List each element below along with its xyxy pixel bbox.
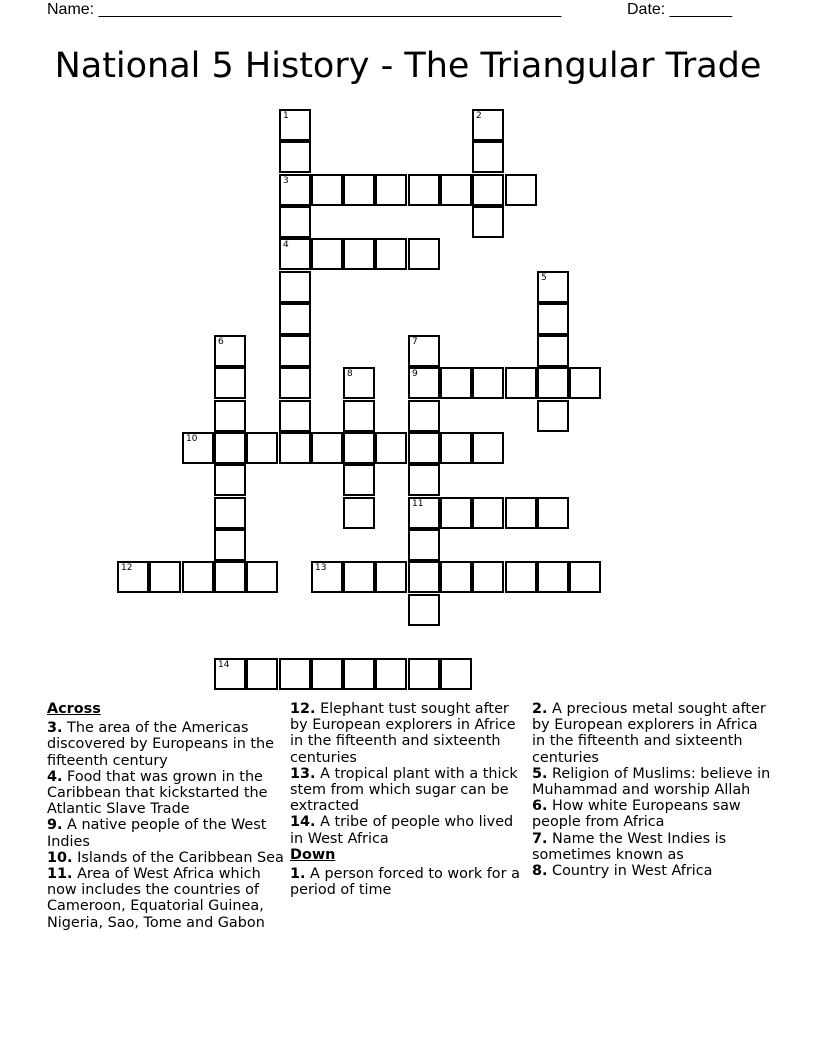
clue-item [290, 701, 528, 766]
grid-cell[interactable] [182, 432, 214, 464]
clue-text: A precious metal sought after by European explorers in Africa in the fifteenth and sixteenth centuries [532, 701, 766, 766]
clue-text: Religion of Muslims: believe in Muhammad and worship Allah [532, 765, 771, 799]
clue-text: Name the West Indies is sometimes known as [532, 830, 727, 863]
cell-number: 14 [218, 660, 230, 670]
across-heading: Across [47, 701, 101, 717]
grid-cell[interactable] [279, 658, 311, 690]
grid-cell[interactable] [214, 658, 246, 690]
grid-cell[interactable] [569, 367, 601, 399]
clue-number: 2. [532, 701, 548, 717]
clue-text: The area of the Americas discovered by Europeans in the fifteenth century [47, 720, 275, 769]
grid-cell[interactable] [343, 561, 375, 593]
grid-cell[interactable] [246, 432, 278, 464]
grid-cell[interactable] [440, 497, 472, 529]
grid-cell[interactable] [375, 238, 407, 270]
grid-cell[interactable] [214, 497, 246, 529]
cell-number: 9 [412, 369, 418, 379]
grid-cell[interactable] [408, 497, 440, 529]
clue-item [532, 766, 772, 798]
grid-cell[interactable] [214, 529, 246, 561]
grid-cell[interactable] [214, 335, 246, 367]
grid-cell[interactable] [214, 400, 246, 432]
down-clue-list [290, 866, 528, 898]
across-clue-list [47, 720, 287, 931]
clue-number: 12. [290, 701, 316, 717]
cell-number: 8 [347, 369, 353, 379]
clue-text: How white Europeans saw people from Africa [532, 798, 741, 831]
clue-text: A tropical plant with a thick stem from which sugar can be extracted [290, 765, 518, 815]
cell-number: 7 [412, 337, 418, 347]
clue-item [47, 720, 287, 769]
cell-number: 2 [476, 111, 482, 121]
date-field[interactable]: Date: _______ [627, 1, 732, 18]
clue-item [47, 769, 287, 818]
grid-cell[interactable] [279, 238, 311, 270]
clue-text: Islands of the Caribbean Sea [72, 849, 284, 866]
clue-number: 11. [47, 866, 73, 883]
clue-text: Country in West Africa [547, 863, 713, 880]
grid-cell[interactable] [440, 658, 472, 690]
grid-cell[interactable] [375, 561, 407, 593]
grid-cell[interactable] [214, 464, 246, 496]
cell-number: 1 [283, 111, 289, 121]
grid-cell[interactable] [279, 432, 311, 464]
grid-cell[interactable] [246, 561, 278, 593]
grid-cell[interactable] [537, 271, 569, 303]
clues-column-3 [532, 701, 772, 879]
down-heading: Down [290, 846, 336, 863]
grid-cell[interactable] [279, 174, 311, 206]
grid-cell[interactable] [279, 141, 311, 173]
down-clue-list-continued [532, 701, 772, 879]
clues-column-2 [290, 701, 528, 898]
grid-cell[interactable] [408, 174, 440, 206]
grid-cell[interactable] [408, 367, 440, 399]
clues-column-1 [47, 701, 287, 931]
clue-item [47, 817, 287, 849]
grid-cell[interactable] [537, 561, 569, 593]
grid-cell[interactable] [279, 335, 311, 367]
cell-number: 3 [283, 176, 289, 186]
grid-cell[interactable] [343, 497, 375, 529]
grid-cell[interactable] [279, 271, 311, 303]
clue-number: 8. [532, 863, 548, 880]
grid-cell[interactable] [343, 174, 375, 206]
grid-cell[interactable] [182, 561, 214, 593]
grid-cell[interactable] [440, 367, 472, 399]
grid-cell[interactable] [214, 561, 246, 593]
grid-cell[interactable] [311, 174, 343, 206]
page-title: National 5 History - The Triangular Trade [54, 46, 762, 86]
grid-cell[interactable] [537, 367, 569, 399]
grid-cell[interactable] [537, 400, 569, 432]
cell-number: 5 [541, 273, 547, 283]
grid-cell[interactable] [279, 400, 311, 432]
grid-cell[interactable] [537, 497, 569, 529]
grid-cell[interactable] [472, 109, 504, 141]
clue-text: Food that was grown in the Caribbean that kickstarted the Atlantic Slave Trade [47, 768, 268, 818]
cell-number: 4 [283, 240, 289, 250]
grid-cell[interactable] [311, 658, 343, 690]
grid-cell[interactable] [117, 561, 149, 593]
grid-cell[interactable] [214, 367, 246, 399]
clue-number: 14. [290, 814, 316, 831]
clue-text: A tribe of people who lived in West Africa [290, 814, 514, 847]
grid-cell[interactable] [569, 561, 601, 593]
grid-cell[interactable] [472, 206, 504, 238]
grid-cell[interactable] [472, 497, 504, 529]
clue-text: Elephant tust sought after by European explorers in Africe in the fifteenth and sixteenth centuries [290, 701, 516, 766]
grid-cell[interactable] [408, 432, 440, 464]
grid-cell[interactable] [408, 594, 440, 626]
grid-cell[interactable] [311, 561, 343, 593]
clue-item [290, 766, 528, 815]
grid-cell[interactable] [505, 561, 537, 593]
grid-cell[interactable] [472, 174, 504, 206]
clue-text: Area of West Africa which now includes the countries of Cameroon, Equatorial Guinea, Nigeria, Sao, Tome and Gabon [47, 866, 265, 931]
clue-number: 7. [532, 830, 548, 847]
grid-cell[interactable] [343, 238, 375, 270]
clue-text: A person forced to work for a period of time [290, 866, 520, 899]
grid-cell[interactable] [343, 464, 375, 496]
clue-item [47, 866, 287, 931]
grid-cell[interactable] [472, 432, 504, 464]
across-clue-list-continued [290, 701, 528, 847]
grid-cell[interactable] [343, 367, 375, 399]
clue-number: 4. [47, 768, 63, 785]
cell-number: 10 [186, 434, 198, 444]
grid-cell[interactable] [311, 238, 343, 270]
grid-cell[interactable] [408, 400, 440, 432]
clue-number: 9. [47, 817, 63, 834]
grid-cell[interactable] [246, 658, 278, 690]
cell-number: 13 [315, 563, 327, 573]
clue-number: 13. [290, 765, 316, 782]
grid-cell[interactable] [279, 303, 311, 335]
grid-cell[interactable] [537, 303, 569, 335]
cell-number: 12 [121, 563, 133, 573]
clue-item [532, 798, 772, 830]
clue-text: A native people of the West Indies [47, 817, 267, 850]
grid-cell[interactable] [408, 238, 440, 270]
clue-item [532, 701, 772, 766]
grid-cell[interactable] [279, 206, 311, 238]
grid-cell[interactable] [505, 497, 537, 529]
grid-cell[interactable] [343, 658, 375, 690]
grid-cell[interactable] [343, 400, 375, 432]
name-field[interactable]: Name: ____________________________________________________ [47, 1, 562, 18]
clue-number: 6. [532, 798, 548, 815]
clue-item [532, 831, 772, 863]
grid-cell[interactable] [343, 432, 375, 464]
clue-number: 5. [532, 765, 548, 782]
grid-cell[interactable] [279, 367, 311, 399]
clue-number: 10. [47, 849, 73, 866]
clue-item [290, 814, 528, 846]
grid-cell[interactable] [279, 109, 311, 141]
cell-number: 6 [218, 337, 224, 347]
grid-cell[interactable] [440, 174, 472, 206]
grid-cell[interactable] [472, 141, 504, 173]
grid-cell[interactable] [505, 174, 537, 206]
clue-item [47, 850, 287, 866]
clue-number: 3. [47, 720, 63, 737]
grid-cell[interactable] [375, 658, 407, 690]
grid-cell[interactable] [408, 529, 440, 561]
grid-cell[interactable] [408, 658, 440, 690]
grid-cell[interactable] [472, 367, 504, 399]
clue-item [290, 866, 528, 898]
grid-cell[interactable] [440, 561, 472, 593]
grid-cell[interactable] [408, 464, 440, 496]
grid-cell[interactable] [375, 432, 407, 464]
grid-cell[interactable] [408, 335, 440, 367]
clue-number: 1. [290, 866, 306, 883]
grid-cell[interactable] [505, 367, 537, 399]
cell-number: 11 [412, 499, 424, 509]
grid-cell[interactable] [408, 561, 440, 593]
grid-cell[interactable] [472, 561, 504, 593]
grid-cell[interactable] [440, 432, 472, 464]
grid-cell[interactable] [537, 335, 569, 367]
clue-item [532, 863, 772, 879]
grid-cell[interactable] [214, 432, 246, 464]
grid-cell[interactable] [311, 432, 343, 464]
grid-cell[interactable] [375, 174, 407, 206]
grid-cell[interactable] [149, 561, 181, 593]
